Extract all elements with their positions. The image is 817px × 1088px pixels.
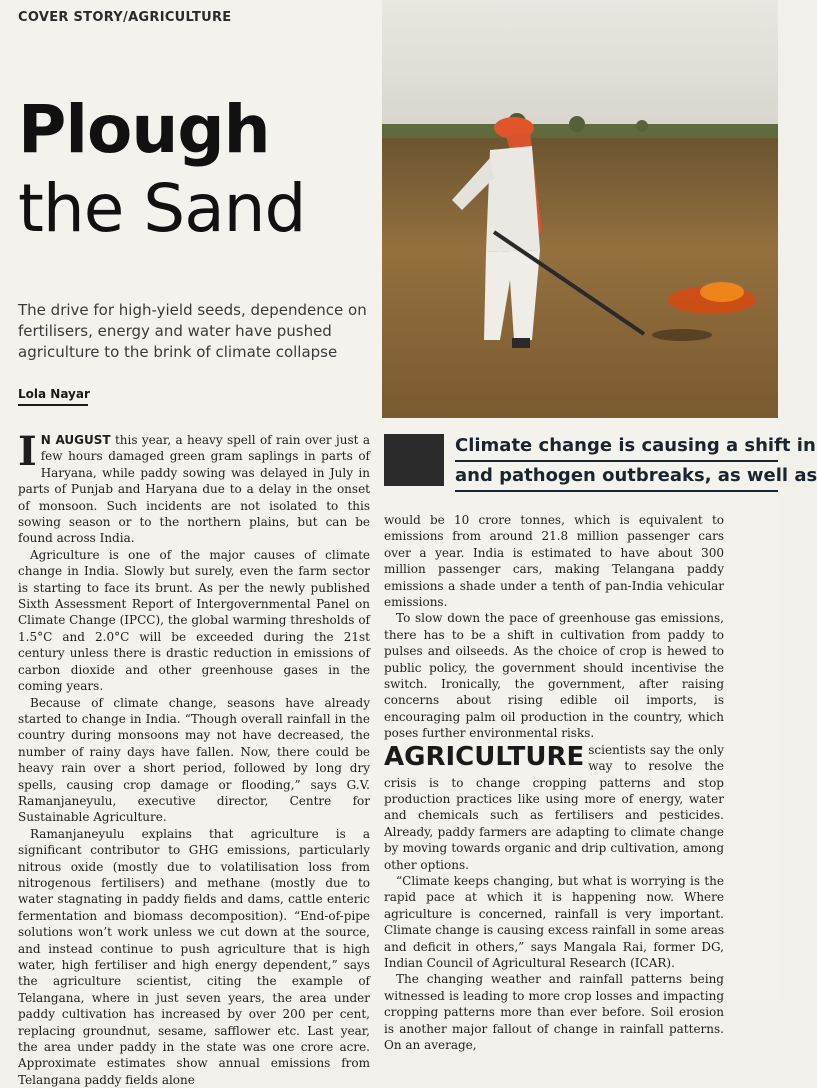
paragraph: To slow down the pace of greenhouse gas emissions, there has to be a shift in cultivation from paddy to pulses and oilseeds. As the choice of crop is hewed to public policy, the government should incentivise the switch. Ironically, the government, after raising concerns about rising edible oil imports, is encouraging palm oil production in the country, which poses further environmental risks.: [384, 611, 724, 741]
paragraph-text: scientists say the only way to resolve the crisis is to change cropping patterns and stop production practices like using more of energy, water and chemicals such as fertilisers and pesticides. Already, paddy farmers are adapting to climate change by moving towards organic and drip cultivation, among other options.: [384, 742, 724, 872]
paragraph: “Climate keeps changing, but what is worrying is the rapid pace at which it is happening now. Where agriculture is concerned, rainfall is very important. Climate change is causing excess rainfall in some areas and deficit in others,” says Mangala Rai, former DG, Indian Council of Agricultural Research (ICAR).: [384, 873, 724, 970]
article-column-left: [18, 428, 370, 1088]
paragraph: The changing weather and rainfall patterns being witnessed is leading to more crop losses and impacting cropping patterns more than ever before. Soil erosion is another major fallout of change in rainfall patterns. On an average,: [384, 972, 724, 1052]
lead-caps: N AUGUST: [40, 433, 111, 447]
fire-core: [700, 282, 744, 302]
tree: [569, 116, 585, 132]
paragraph-text: this year, a heavy spell of rain over just a few hours damaged green gram saplings in parts of Haryana, while paddy sowing was delayed in July in parts of Punjab and Haryana due to a delay in the onset of monsoon. Such incidents are not isolated to this sowing season or to the northern plains, but can be found across India.: [18, 433, 370, 546]
headline-line-1: Plough: [18, 91, 270, 168]
section-label: COVER STORY/AGRICULTURE: [18, 10, 232, 25]
paragraph: Because of climate change, seasons have already started to change in India. “Though overall rainfall in the country during monsoons may not have decreased, the number of rainy days have fallen. Now, there could be heavy rain over a short period, followed by long dry spells, causing crop damage or flooding,” says G.V. Ramanjaneyulu, executive director, Centre for Sustainable Agriculture.: [18, 695, 370, 825]
byline-rule: [18, 404, 88, 406]
paragraph: Ramanjaneyulu explains that agriculture is a significant contributor to GHG emissions, particularly nitrous oxide (mostly due to volatilisation loss from nitrogenous fertilisers) and methane (mostly due to water stagnating in paddy fields and dams, cattle enteric fermentation and biomass decomposition). “End-of-pipe solutions won’t work unless we cut down at the source, and instead continue to push agriculture that is high water, high fertiliser and high energy dependent,” says the agriculture scientist, citing the example of Telangana, where in just seven years, the area under paddy cultivation has increased by over 200 per cent, replacing groundnut, sesame, safflower etc. Last year, the area under paddy in the state was one crore acre. Approximate estimates show annual emissions from Telangana paddy fields alone: [18, 826, 370, 1087]
field-burning-photo: [382, 0, 778, 418]
drop-cap: I: [18, 428, 37, 475]
pull-quote-block: [384, 434, 444, 486]
sky: [382, 0, 778, 132]
paragraph: [18, 428, 370, 547]
pull-quote-line-1: Climate change is causing a shift in: [455, 432, 778, 462]
tree: [636, 120, 648, 132]
paragraph: would be 10 crore tonnes, which is equivalent to emissions from around 21.8 million passenger cars over a year. India is estimated to have about 300 million passenger cars, making Telangana paddy emissions a shade under a tenth of pan-India vehicular emissions.: [384, 513, 724, 610]
shoe: [512, 338, 530, 348]
paragraph: [384, 742, 724, 873]
byline: Lola Nayar: [18, 387, 90, 401]
photo-illustration: [382, 0, 778, 418]
deck-text: The drive for high-yield seeds, dependence on fertilisers, energy and water have pushed agriculture to the brink of climate collapse: [18, 301, 367, 361]
pull-quote-line-2: and pathogen outbreaks, as well as: [455, 462, 778, 492]
article-column-right: [384, 512, 724, 1053]
headline: [18, 92, 378, 250]
kurta: [486, 146, 540, 252]
section-keyword: AGRICULTURE: [384, 741, 585, 772]
paragraph: Agriculture is one of the major causes of climate change in India. Slowly but surely, even the farm sector is starting to face its brunt. As per the newly published Sixth Assessment Report of Intergovernmental Panel on Climate Change (IPCC), the global warming thresholds of 1.5°C and 2.0°C will be exceeded during the 21st century unless there is drastic reduction in emissions of carbon dioxide and other greenhouse gases in the coming years.: [18, 547, 370, 694]
pull-quote: [455, 432, 817, 492]
field: [382, 138, 778, 418]
headline-line-2: the Sand: [18, 170, 306, 247]
burnt-patch: [652, 329, 712, 341]
